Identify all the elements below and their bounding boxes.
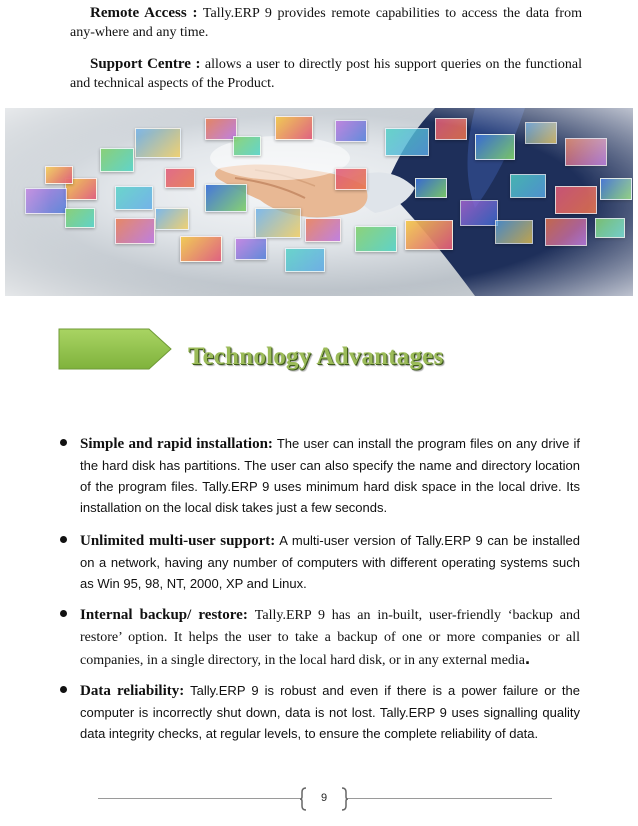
media-tile-icon bbox=[555, 186, 597, 214]
media-tile-icon bbox=[25, 188, 67, 214]
support-centre-paragraph bbox=[70, 55, 582, 93]
bullet-term: Simple and rapid installation: bbox=[80, 436, 273, 452]
media-tile-icon bbox=[255, 208, 301, 238]
bullet-dot-icon bbox=[60, 610, 67, 617]
bullet-term: Data reliability: bbox=[80, 683, 185, 699]
media-tile-icon bbox=[305, 218, 341, 242]
media-tile-icon bbox=[415, 178, 447, 198]
bullet-item-backup bbox=[60, 604, 580, 671]
footer-rule-right bbox=[348, 798, 552, 799]
footer-rule-left bbox=[98, 798, 300, 799]
support-centre-text: allows a user to directly post his support queries on the functional and technical aspects of the Product. bbox=[70, 57, 583, 91]
media-tile-icon bbox=[355, 226, 397, 252]
media-tile-icon bbox=[275, 116, 313, 140]
media-tile-icon bbox=[600, 178, 632, 200]
bullet-text bbox=[80, 530, 580, 594]
media-tile-icon bbox=[285, 248, 325, 272]
media-tile-icon bbox=[510, 174, 546, 198]
media-tile-icon bbox=[115, 218, 155, 244]
media-tile-icon bbox=[45, 166, 73, 184]
remote-access-paragraph bbox=[70, 4, 582, 42]
bullet-term: Unlimited multi-user support: bbox=[80, 533, 276, 549]
media-tile-icon bbox=[525, 122, 557, 144]
bullet-item-multiuser bbox=[60, 530, 580, 594]
media-tile-icon bbox=[595, 218, 625, 238]
remote-access-term: Remote Access : bbox=[90, 5, 198, 21]
bullet-term: Internal backup/ restore: bbox=[80, 607, 248, 623]
section-heading: Technology Advantages bbox=[188, 343, 444, 370]
bullet-body: The user can install the program files on any drive if the hard disk has partitions. The user can also specify the name and directory location of the program files. Tally.ERP 9 uses minimum hard disk space in the local drive. Its installation on the local disk takes just a few seconds. bbox=[80, 436, 580, 515]
media-tile-icon bbox=[165, 168, 195, 188]
media-tile-icon bbox=[545, 218, 587, 246]
bullet-text bbox=[80, 433, 580, 518]
bullet-item-reliability bbox=[60, 680, 580, 744]
media-tile-icon bbox=[233, 136, 261, 156]
bullet-dot-icon bbox=[60, 686, 67, 693]
media-tile-icon bbox=[460, 200, 498, 226]
bullet-text bbox=[80, 604, 580, 671]
bullet-text bbox=[80, 680, 580, 744]
bullet-body: Tally.ERP 9 is robust and even if there is a power failure or the computer is incorrectly shut down, data is not lost. Tally.ERP 9 uses signalling quality data integrity checks, at regular levels, to ensure the complete reliability of data. bbox=[80, 683, 580, 741]
media-tile-icon bbox=[100, 148, 134, 172]
media-tile-icon bbox=[115, 186, 153, 210]
media-tile-icon bbox=[135, 128, 181, 158]
media-tile-icon bbox=[385, 128, 429, 156]
media-tile-icon bbox=[565, 138, 607, 166]
bullet-dot-icon bbox=[60, 439, 67, 446]
media-tile-icon bbox=[475, 134, 515, 160]
media-tile-icon bbox=[495, 220, 533, 244]
media-tile-icon bbox=[435, 118, 467, 140]
bullet-end-mark: . bbox=[525, 648, 531, 668]
bullet-item-installation bbox=[60, 433, 580, 518]
page-number: 9 bbox=[320, 792, 328, 804]
hero-image bbox=[5, 108, 633, 296]
media-tile-icon bbox=[335, 120, 367, 142]
bullet-dot-icon bbox=[60, 536, 67, 543]
media-tile-icon bbox=[205, 184, 247, 212]
bullet-body: A multi-user version of Tally.ERP 9 can be installed on a network, having any number of computers with different operating systems such as Win 95, 98, NT, 2000, XP and Linux. bbox=[80, 533, 580, 591]
media-tile-icon bbox=[235, 238, 267, 260]
media-tile-icon bbox=[65, 208, 95, 228]
media-tile-icon bbox=[155, 208, 189, 230]
media-tile-icon bbox=[405, 220, 453, 250]
heading-arrow-icon bbox=[57, 327, 175, 371]
bullet-body: Tally.ERP 9 has an in-built, user-friendly ‘backup and restore’ option. It helps the user to take a backup of one or more companies or all companies, in a single directory, in the local hard disk, or in any external media bbox=[80, 608, 580, 668]
media-tile-icon bbox=[335, 168, 367, 190]
support-centre-term: Support Centre : bbox=[90, 56, 201, 72]
media-tile-icon bbox=[180, 236, 222, 262]
remote-access-text: Tally.ERP 9 provides remote capabilities to access the data from any-where and any time. bbox=[70, 6, 582, 40]
